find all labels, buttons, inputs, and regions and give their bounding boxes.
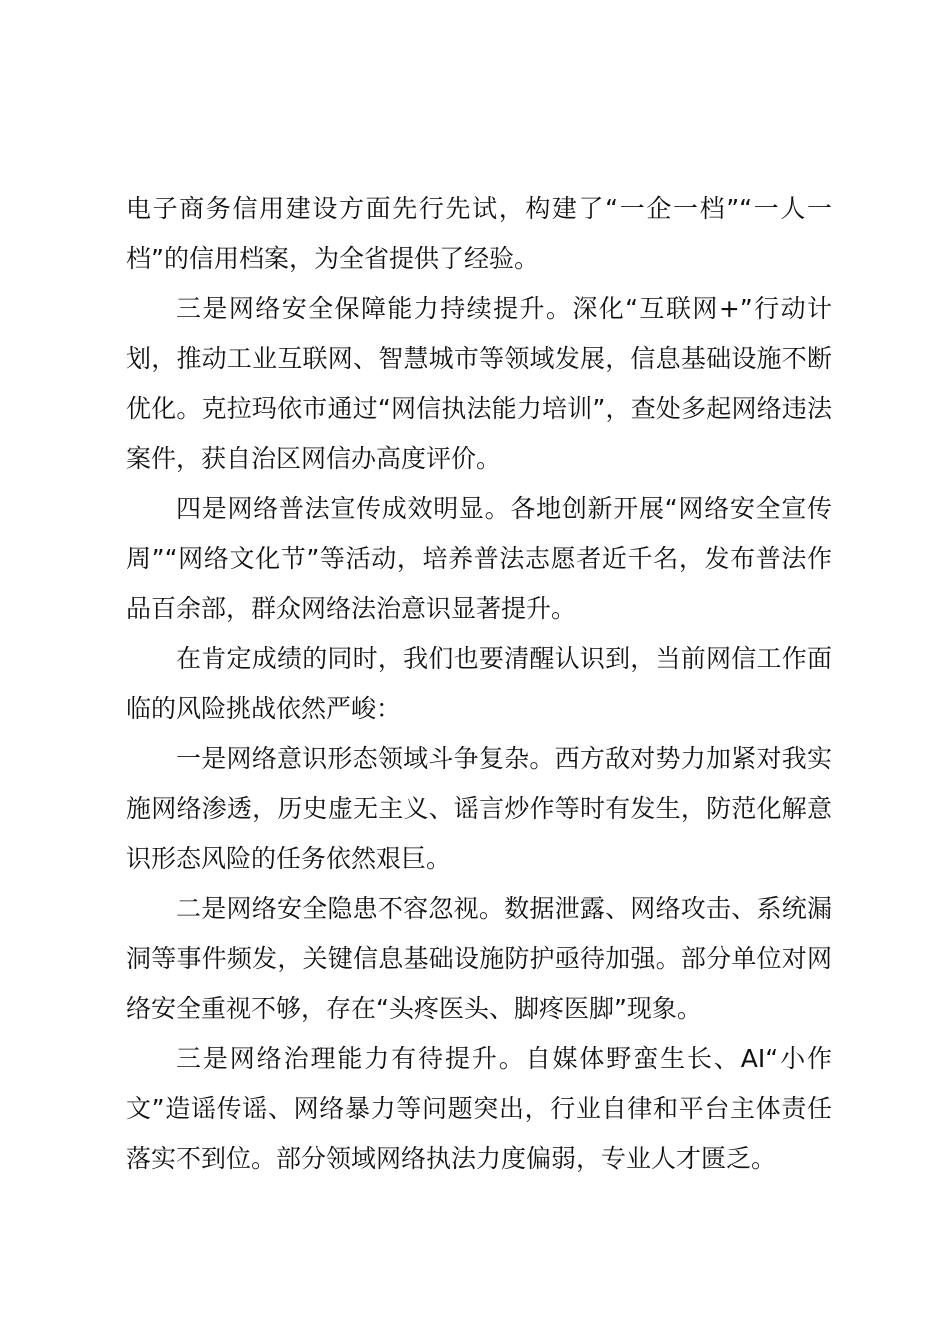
paragraph-governance-capability: 三是网络治理能力有待提升。自媒体野蛮生长、AI“小作文”造谣传谣、网络暴力等问题突出，行业自律和平台主体责任落实不到位。部分领域网络执法力度偏弱，专业人才匮乏。 <box>126 1044 832 1173</box>
paragraph-security-hazards: 二是网络安全隐患不容忽视。数据泄露、网络攻击、系统漏洞等事件频发，关键信息基础设施防护亟待加强。部分单位对网络安全重视不够，存在“头疼医头、脚疼医脚”现象。 <box>126 894 832 1023</box>
paragraph-risk-challenges: 在肯定成绩的同时，我们也要清醒认识到，当前网信工作面临的风险挑战依然严峻： <box>126 644 832 723</box>
paragraph-legal-publicity: 四是网络普法宣传成效明显。各地创新开展“网络安全宣传周”“网络文化节”等活动，培养普法志愿者近千名，发布普法作品百余部，群众网络法治意识显著提升。 <box>126 494 832 623</box>
paragraph-credit-files: 电子商务信用建设方面先行先试，构建了“一企一档”“一人一档”的信用档案，为全省提供了经验。 <box>126 194 832 273</box>
paragraph-ideology-struggle: 一是网络意识形态领域斗争复杂。西方敌对势力加紧对我实施网络渗透，历史虚无主义、谣言炒作等时有发生，防范化解意识形态风险的任务依然艰巨。 <box>126 744 832 873</box>
paragraph-network-security-capability: 三是网络安全保障能力持续提升。深化“互联网+”行动计划，推动工业互联网、智慧城市等领域发展，信息基础设施不断优化。克拉玛依市通过“网信执法能力培训”，查处多起网络违法案件，获自治区网信办高度评价。 <box>126 294 832 473</box>
document-body <box>126 184 832 1184</box>
